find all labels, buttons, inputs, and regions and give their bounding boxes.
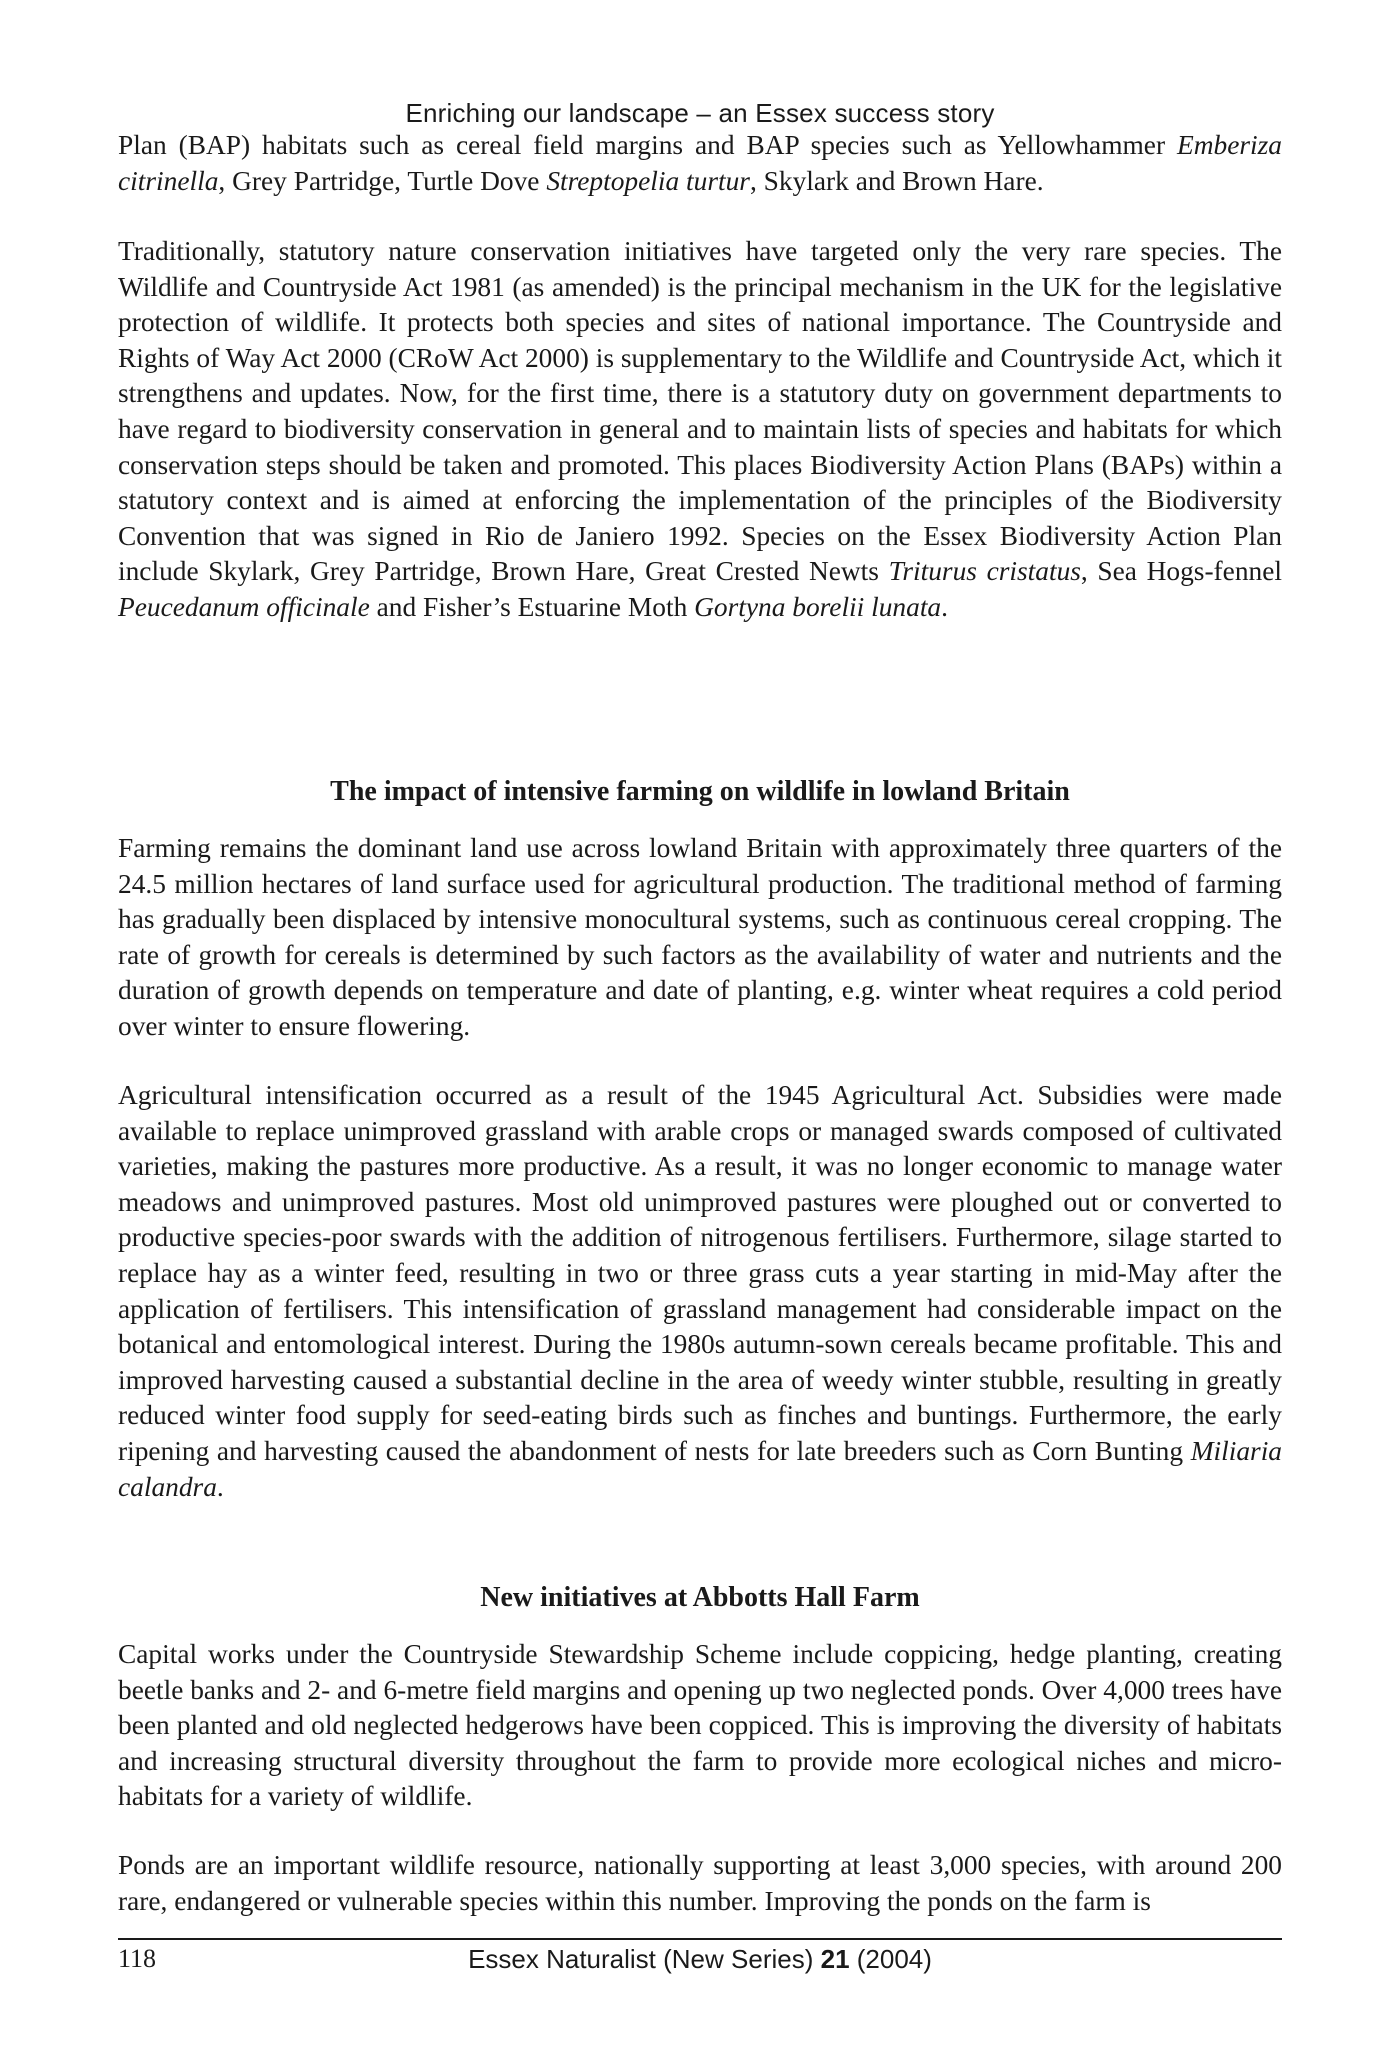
species-name: Emberiza citrinella: [118, 130, 1282, 196]
section-heading-impact: The impact of intensive farming on wildlife in lowland Britain: [330, 776, 1070, 807]
intro-paragraph-2: Traditionally, statutory nature conservation initiatives have targeted only the very rare species. The Wildlife and Countryside Act 1981 (as amended) is the principal mechanism in the UK for the legislative protection of wildlife. It protects both species and sites of national importance. The Countryside and Rights of Way Act 2000 (CRoW Act 2000) is supplementary to the Wildlife and Countryside Act, which it strengthens and updates. Now, for the first time, there is a statutory duty on government departments to have regard to biodiversity conservation in general and to maintain lists of species and habitats for which conservation steps should be taken and promoted. This places Biodiversity Action Plans (BAPs) within a statutory context and is aimed at enforcing the implementation of the principles of the Biodiversity Convention that was signed in Rio de Janiero 1992. Species on the Essex Biodiversity Action Plan include Skylark, Grey Partridge, Brown Hare, Great Crested Newts Triturus cristatus, Sea Hogs-fennel Peucedanum officinale and Fisher’s Estuarine Moth Gortyna borelii lunata.: [118, 236, 1282, 622]
species-name: Miliaria calandra: [118, 1435, 1282, 1502]
initiatives-paragraph-2: Ponds are an important wildlife resource, nationally supporting at least 3,000 species, with around 200 rare, endangered or vulnerable species within this number. Improving the ponds on the farm is: [118, 1850, 1282, 1916]
journal-citation: Essex Naturalist (New Series) 21 (2004): [468, 1944, 932, 1974]
page-number: 118: [118, 1944, 157, 1973]
species-name: Streptopelia turtur: [546, 165, 750, 196]
impact-paragraph-2: Agricultural intensification occurred as a result of the 1945 Agricultural Act. Subsidies were made available to replace unimproved grassland with arable crops or managed swards composed of cultivated varieties, making the pastures more productive. As a result, it was no longer economic to manage water meadows and unimproved pastures. Most old unimproved pastures were ploughed out or converted to productive species-poor swards with the addition of nitrogenous fertilisers. Furthermore, silage started to replace hay as a winter feed, resulting in two or three grass cuts a year starting in mid-May after the application of fertilisers. This intensification of grassland management had considerable impact on the botanical and entomological interest. During the 1980s autumn-sown cereals became profitable. This and improved harvesting caused a substantial decline in the area of weedy winter stubble, resulting in greatly reduced winter food supply for seed-eating birds such as finches and buntings. Furthermore, the early ripening and harvesting caused the abandonment of nests for late breeders such as Corn Bunting Miliaria calandra.: [118, 1080, 1282, 1502]
impact-paragraph-1: Farming remains the dominant land use across lowland Britain with approximately three quarters of the 24.5 million hectares of land surface used for agricultural production. The traditional method of farming has gradually been displaced by intensive monocultural systems, such as continuous cereal cropping. The rate of growth for cereals is determined by such factors as the availability of water and nutrients and the duration of growth depends on temperature and date of planting, e.g. winter wheat requires a cold period over winter to ensure flowering.: [118, 833, 1282, 1041]
volume-number: 21: [820, 1944, 850, 1974]
running-header: Enriching our landscape – an Essex success story: [405, 98, 995, 128]
section-heading-initiatives: New initiatives at Abbotts Hall Farm: [480, 1582, 920, 1613]
initiatives-paragraph-1: Capital works under the Countryside Stewardship Scheme include coppicing, hedge planting, creating beetle banks and 2- and 6-metre field margins and opening up two neglected ponds. Over 4,000 trees have been planted and old neglected hedgerows have been coppiced. This is improving the diversity of habitats and increasing structural diversity throughout the farm to provide more ecological niches and micro-habitats for a variety of wildlife.: [118, 1639, 1283, 1812]
species-name: Gortyna borelii lunata: [694, 591, 942, 622]
intro-paragraph-1: Plan (BAP) habitats such as cereal field margins and BAP species such as Yellowhammer Emberiza citrinella, Grey Partridge, Turtle Dove Streptopelia turtur, Skylark and Brown Hare.: [118, 130, 1282, 196]
footer-rule: [118, 1938, 1282, 1940]
species-name: Peucedanum officinale: [118, 591, 370, 622]
species-name: Triturus cristatus: [888, 556, 1081, 587]
